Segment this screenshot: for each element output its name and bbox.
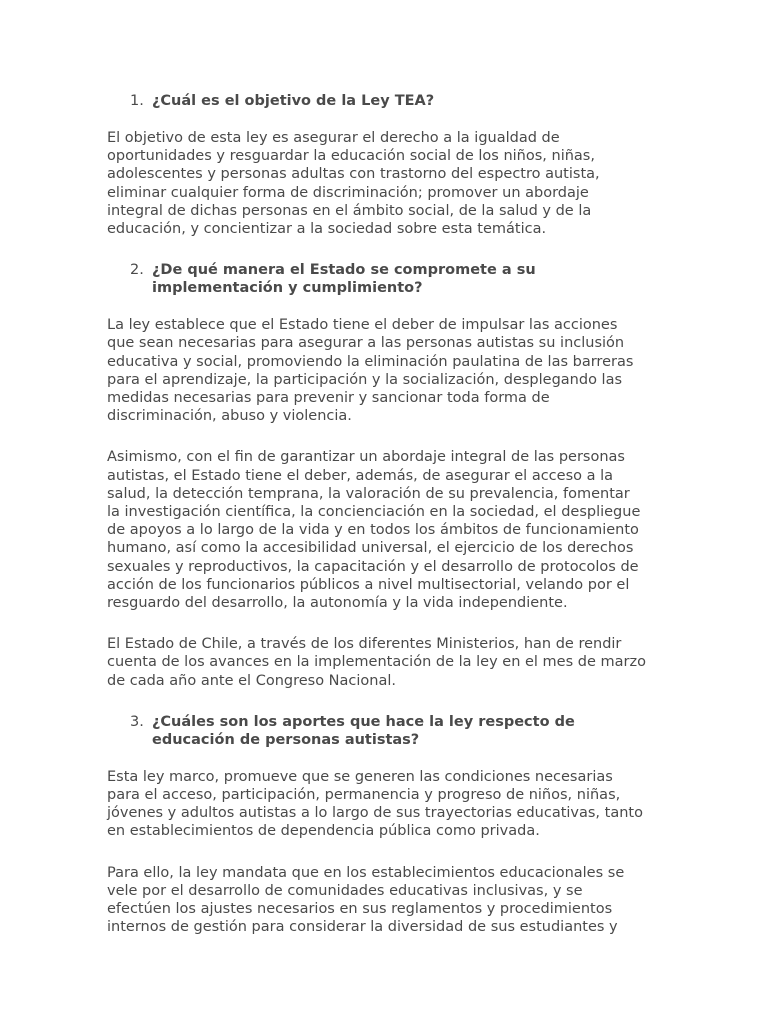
question-number: 1. [130, 93, 144, 109]
answer-paragraph: La ley establece que el Estado tiene el deber de impulsar las acciones que sean necesarias para asegurar a las personas autistas su inclusión educativa y social, promoviendo la eliminación paulatina de las barreras para el aprendizaje, la participación y la socialización, desplegando las medidas necesarias para prevenir y sancionar toda forma de discriminación, abuso y violencia. [107, 317, 634, 425]
answer-paragraph: Esta ley marco, promueve que se generen las condiciones necesarias para el acceso, participación, permanencia y progreso de niños, niñas, jóvenes y adultos autistas a lo largo de sus trayectorias educativas, tanto en establecimientos de dependencia pública como privada. [107, 768, 643, 840]
answer-paragraph: Asimismo, con el fin de garantizar un abordaje integral de las personas autistas, el Estado tiene el deber, además, de asegurar el acceso a la salud, la detección temprana, la valoración de su prevalencia, fomentar la investigación científica, la concienciación en la sociedad, el despliegue de apoyos a lo largo de la vida y en todos los ámbitos de funcionamiento humano, así como la accesibilidad universal, el ejercicio de los derechos sexuales y reproductivos, la capacitación y el desarrollo de protocolos de acción de los funcionarios públicos a nivel multisectorial, velando por el resguardo del desarrollo, la autonomía y la vida independiente. [107, 449, 641, 612]
answer-paragraph: El objetivo de esta ley es asegurar el derecho a la igualdad de oportunidades y resguardar la educación social de los niños, niñas, adolescentes y personas adultas con trastorno del espectro autista, eliminar cualquier forma de discriminación; promover un abordaje integral de dichas personas en el ámbito social, de la salud y de la educación, y concientizar a la sociedad sobre esta temática. [107, 130, 600, 238]
question-number: 3. [130, 713, 144, 730]
question-heading: ¿Cuáles son los aportes que hace la ley respecto de educación de personas autistas? [152, 713, 575, 748]
question-1 [130, 92, 647, 110]
document-page [107, 92, 647, 937]
answer-paragraph: Para ello, la ley mandata que en los establecimientos educacionales se vele por el desarrollo de comunidades educativas inclusivas, y se efectúen los ajustes necesarios en sus reglamentos y procedimientos internos de gestión para considerar la diversidad de sus estudiantes y [107, 864, 625, 936]
question-heading: ¿Cuál es el objetivo de la Ley TEA? [152, 93, 435, 109]
question-heading: ¿De qué manera el Estado se compromete a su implementación y cumplimiento? [152, 262, 536, 297]
question-3 [130, 713, 647, 749]
question-2 [130, 261, 647, 297]
question-number: 2. [130, 262, 144, 279]
answer-paragraph: El Estado de Chile, a través de los diferentes Ministerios, han de rendir cuenta de los avances en la implementación de la ley en el mes de marzo de cada año ante el Congreso Nacional. [107, 636, 646, 689]
